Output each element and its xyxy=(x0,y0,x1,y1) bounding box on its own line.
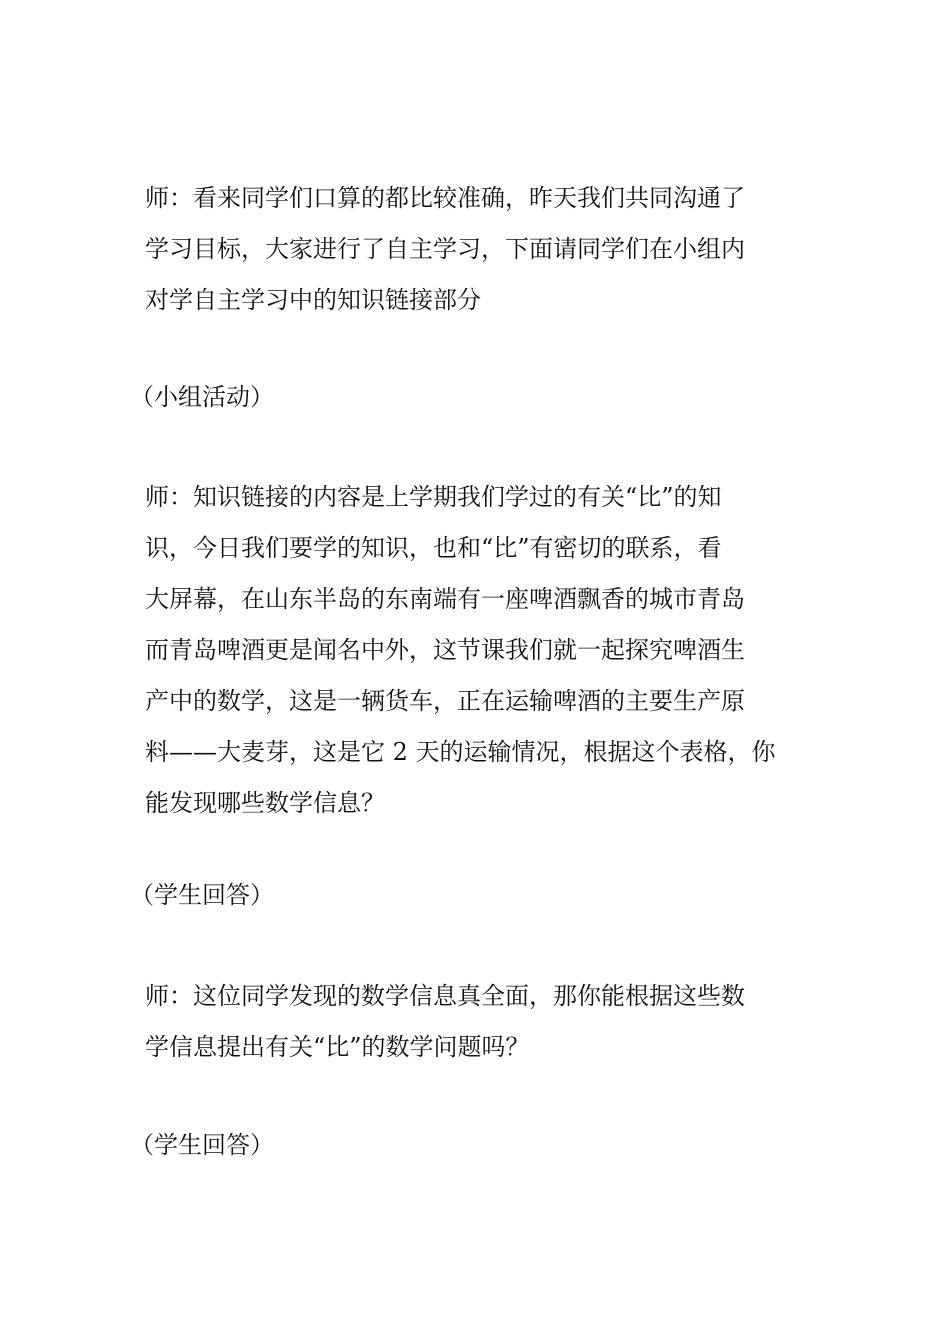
paragraph-1-line-1: 师：看来同学们口算的都比较准确，昨天我们共同沟通了 xyxy=(145,184,745,212)
paragraph-2-line-7: 能发现哪些数学信息？ xyxy=(145,789,385,817)
paragraph-2-line-1: 师：知识链接的内容是上学期我们学过的有关“比”的知 xyxy=(145,483,722,511)
paragraph-2-line-5: 产中的数学，这是一辆货车，正在运输啤酒的主要生产原 xyxy=(145,687,745,715)
paragraph-2-line-6: 料——大麦芽，这是它 2 天的运输情况，根据这个表格，你 xyxy=(145,738,776,766)
stage-direction-group-activity: （小组活动） xyxy=(130,383,274,411)
paragraph-2-line-4: 而青岛啤酒更是闻名中外，这节课我们就一起探究啤酒生 xyxy=(145,636,745,664)
paragraph-1-line-3: 对学自主学习中的知识链接部分 xyxy=(145,286,481,314)
paragraph-3-line-1: 师：这位同学发现的数学信息真全面，那你能根据这些数 xyxy=(145,982,745,1010)
paragraph-2-line-2: 识，今日我们要学的知识，也和“比”有密切的联系，看 xyxy=(145,534,722,562)
paragraph-3-line-2: 学信息提出有关“比”的数学问题吗？ xyxy=(145,1033,530,1061)
stage-direction-student-answer-2: （学生回答） xyxy=(130,1131,274,1159)
stage-direction-student-answer-1: （学生回答） xyxy=(130,881,274,909)
paragraph-2-line-3: 大屏幕，在山东半岛的东南端有一座啤酒飘香的城市青岛 xyxy=(145,585,745,613)
paragraph-1-line-2: 学习目标，大家进行了自主学习，下面请同学们在小组内 xyxy=(145,235,745,263)
